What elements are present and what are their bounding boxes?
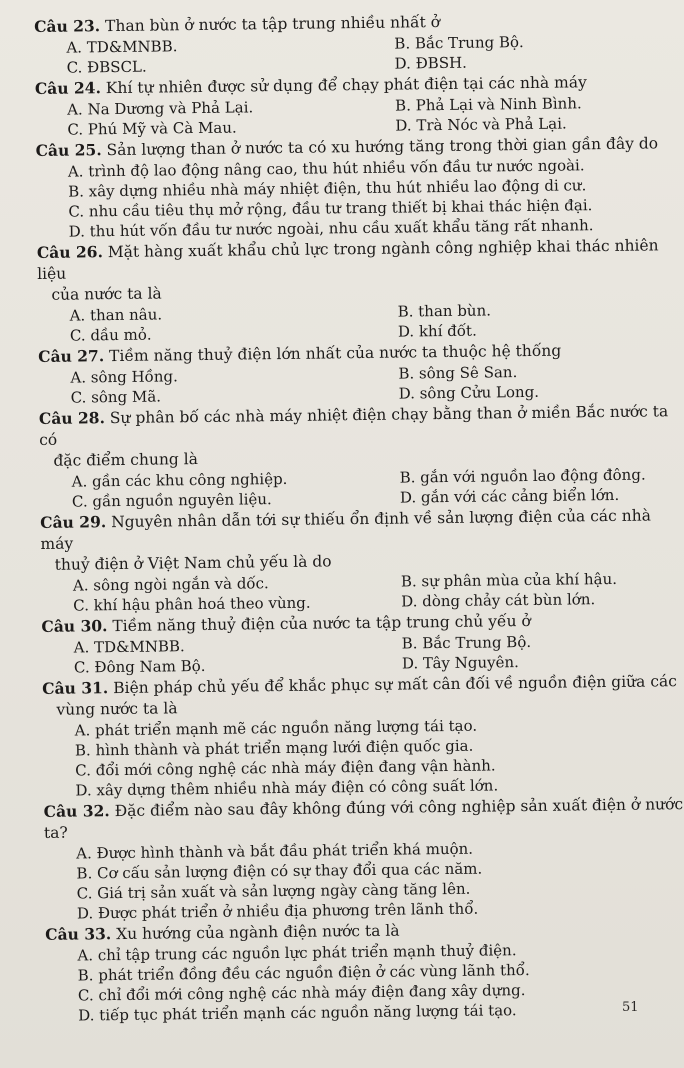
question-number: Câu 29. <box>40 512 107 532</box>
question-number: Câu 27. <box>38 346 105 366</box>
answer-options <box>38 298 678 346</box>
answer-option: B. phát triển đồng đều các nguồn điện ở các vùng lãnh thổ. <box>77 961 530 985</box>
answer-option: B. sông Sê San. <box>398 363 518 383</box>
question-text: Xu hướng của ngành điện nước ta là <box>116 921 400 944</box>
answer-option: A. sông Hồng. <box>70 367 178 387</box>
question-number: Câu 30. <box>41 616 108 636</box>
answer-option: A. TD&MNBB. <box>73 637 185 657</box>
answer-option: D. dòng chảy cát bùn lớn. <box>401 590 596 611</box>
answer-option: C. khí hậu phân hoá theo vùng. <box>73 593 311 615</box>
answer-options <box>45 938 684 1026</box>
answer-options <box>41 568 681 616</box>
answer-option: B. gắn với nguồn lao động đông. <box>399 465 646 487</box>
answer-options <box>43 713 684 801</box>
answer-option: D. Trà Nóc và Phả Lại. <box>395 114 567 135</box>
question-text: Tiềm năng thuỷ điện lớn nhất của nước ta thuộc hệ thống <box>109 341 562 366</box>
question-text: Nguyên nhân dẫn tới sự thiếu ổn định về sản lượng điện của các nhà máy <box>40 506 652 553</box>
question-text: thuỷ điện ở Việt Nam chủ yếu là do <box>54 552 332 574</box>
question-block <box>38 338 679 408</box>
question-block <box>42 670 683 801</box>
answer-option: B. than bùn. <box>397 301 492 321</box>
answer-option: A. gần các khu công nghiệp. <box>71 469 288 491</box>
answer-option: D. tiếp tục phát triển mạnh các nguồn năng lượng tái tạo. <box>78 1001 517 1025</box>
answer-option: C. Đông Nam Bộ. <box>73 656 206 677</box>
question-block <box>36 132 677 242</box>
question-number: Câu 26. <box>36 242 104 262</box>
question-block <box>40 504 681 616</box>
question-block <box>37 234 678 346</box>
answer-options <box>44 836 684 924</box>
question-number: Câu 24. <box>34 78 102 98</box>
question-block <box>35 70 676 140</box>
question-number: Câu 33. <box>45 924 112 944</box>
question-block <box>41 608 682 678</box>
answer-option: D. sông Cửu Long. <box>398 382 540 403</box>
answer-option: D. khí đốt. <box>397 321 477 341</box>
answer-option: A. than nâu. <box>69 305 163 325</box>
answer-option: D. ĐBSH. <box>394 53 468 73</box>
question-number: Câu 31. <box>42 678 109 698</box>
answer-option: A. Được hình thành và bắt đầu phát triển khá muộn. <box>76 839 474 863</box>
answer-option: C. gần nguồn nguyên liệu. <box>71 490 272 511</box>
answer-option: D. xây dựng thêm nhiều nhà máy điện có công suất lớn. <box>75 776 499 800</box>
answer-option: C. đổi mới công nghệ các nhà máy điện đang vận hành. <box>75 756 496 780</box>
answer-options <box>36 154 677 242</box>
answer-option: B. Phả Lại và Ninh Bình. <box>395 94 582 115</box>
answer-option: D. thu hút vốn đầu tư nước ngoài, nhu cầu xuất khẩu tăng rất nhanh. <box>68 216 594 241</box>
question-text: Đặc điểm nào sau đây không đúng với công nghiệp sản xuất điện ở nước ta? <box>43 795 684 842</box>
answer-option: C. ĐBSCL. <box>66 57 147 77</box>
answer-option: B. hình thành và phát triển mạng lưới điện quốc gia. <box>74 736 474 760</box>
question-block <box>34 8 675 78</box>
answer-option: D. Tây Nguyên. <box>401 653 519 673</box>
question-text: Mặt hàng xuất khẩu chủ lực trong ngành công nghiệp khai thác nhiên liệu <box>37 236 659 283</box>
question-text: Khí tự nhiên được sử dụng để chạy phát điện tại các nhà máy <box>105 73 587 98</box>
answer-option: D. Được phát triển ở nhiều địa phương trên lãnh thổ. <box>76 899 479 923</box>
question-text: vùng nước ta là <box>56 699 178 719</box>
answer-option: B. Cơ cấu sản lượng điện có sự thay đổi qua các năm. <box>76 859 483 883</box>
question-number: Câu 28. <box>38 408 106 428</box>
question-block <box>39 400 680 512</box>
question-number: Câu 23. <box>34 16 101 36</box>
question-block <box>45 916 684 1026</box>
answer-option: A. Na Dương và Phả Lại. <box>67 98 254 119</box>
answer-option: C. Giá trị sản xuất và sản lượng ngày càng tăng lên. <box>76 879 471 903</box>
question-block <box>44 793 684 924</box>
answer-option: C. sông Mã. <box>70 387 162 407</box>
question-text: Biện pháp chủ yếu để khắc phục sự mất cân đối về nguồn điện giữa các <box>113 672 677 698</box>
question-text: của nước ta là <box>51 284 162 304</box>
answer-option: A. sông ngòi ngắn và dốc. <box>72 574 269 595</box>
question-number: Câu 25. <box>35 140 102 160</box>
question-text: Than bùn ở nước ta tập trung nhiều nhất ở <box>104 13 441 36</box>
question-text: Sự phân bố các nhà máy nhiệt điện chạy bằng than ở miền Bắc nước ta có <box>39 402 669 449</box>
answer-option: A. trình độ lao động nâng cao, thu hút nhiều vốn đầu tư nước ngoài. <box>67 156 585 181</box>
page-number: 51 <box>622 1000 639 1015</box>
answer-option: C. chỉ đổi mới công nghệ các nhà máy điện đang xây dựng. <box>77 981 526 1005</box>
question-number: Câu 32. <box>43 801 110 821</box>
question-list <box>34 8 684 1026</box>
answer-option: B. Bắc Trung Bộ. <box>401 632 532 653</box>
answer-option: B. sự phân mùa của khí hậu. <box>400 569 618 591</box>
answer-option: A. phát triển mạnh mẽ các nguồn năng lượng tái tạo. <box>74 716 478 740</box>
question-text: Sản lượng than ở nước ta có xu hướng tăng trong thời gian gần đây do <box>106 134 659 160</box>
answer-option: B. Bắc Trung Bộ. <box>394 33 524 53</box>
answer-option: B. xây dựng nhiều nhà máy nhiệt điện, thu hút nhiều lao động di cư. <box>68 176 587 201</box>
question-text: Tiềm năng thuỷ điện của nước ta tập trung chủ yếu ở <box>112 611 531 636</box>
answer-option: C. Phú Mỹ và Cà Mau. <box>67 118 237 139</box>
answer-option: C. dầu mỏ. <box>69 325 152 345</box>
answer-option: A. chỉ tập trung các nguồn lực phát triển mạnh thuỷ điện. <box>77 941 517 965</box>
answer-option: A. TD&MNBB. <box>66 37 178 57</box>
answer-option: D. gắn với các cảng biển lớn. <box>399 485 620 507</box>
answer-option: C. nhu cầu tiêu thụ mở rộng, đầu tư trang thiết bị khai thác hiện đại. <box>68 196 593 221</box>
question-text: đặc điểm chung là <box>53 450 199 470</box>
